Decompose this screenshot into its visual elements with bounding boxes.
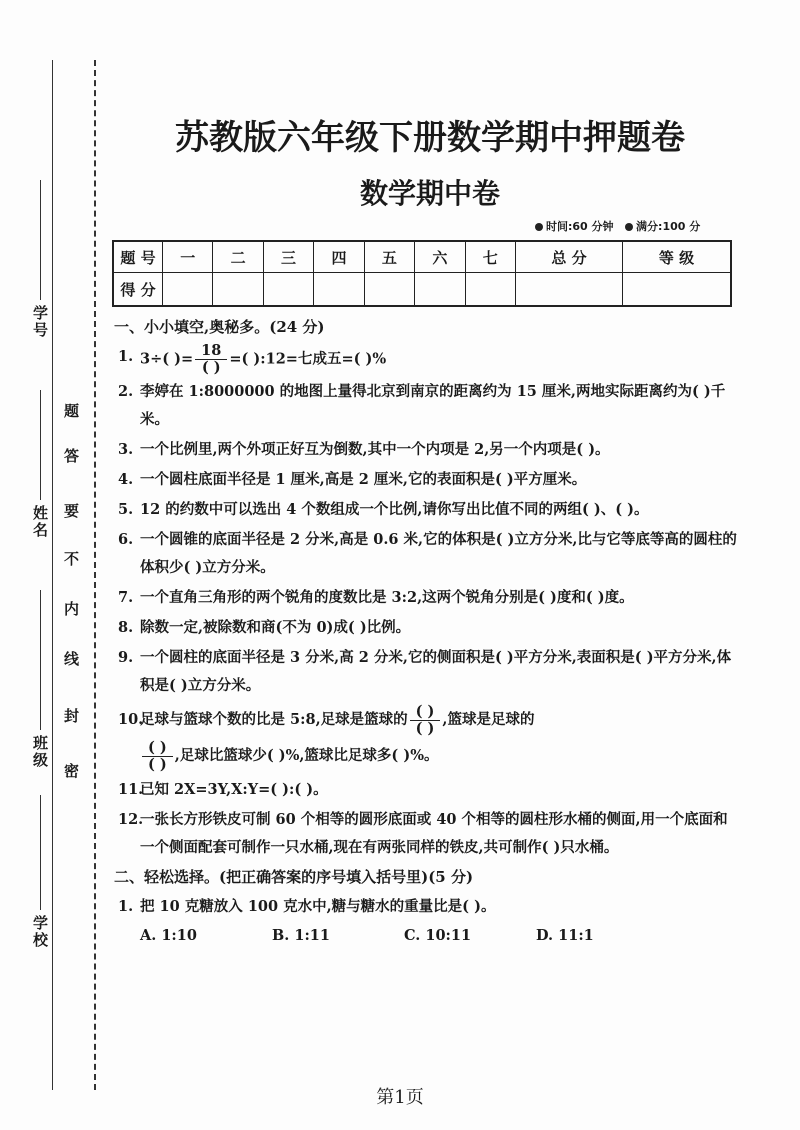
school-blank[interactable]: [40, 795, 41, 910]
question-item: [118, 806, 738, 862]
score-cell[interactable]: [465, 273, 515, 307]
class-blank[interactable]: [40, 590, 41, 730]
name-label: 姓名: [31, 505, 49, 539]
column-header: 六: [415, 241, 465, 273]
fraction-denominator: ( ): [415, 719, 435, 737]
question-text: 一个圆锥的底面半径是 2 分米,高是 0.6 米,它的体积是( )立方分米,比与它等底等高的圆柱的体积少( )立方分米。: [140, 531, 737, 576]
question-item: [118, 614, 738, 642]
student-id-blank[interactable]: [40, 180, 41, 300]
question-item: [118, 466, 738, 494]
exam-title: 苏教版六年级下册数学期中押题卷: [175, 118, 685, 158]
question-text: 12 的约数中可以选出 4 个数组成一个比例,请你写出比值不同的两组( )、( )。: [140, 501, 649, 518]
clock-icon: [535, 223, 543, 231]
column-header: 四: [314, 241, 364, 273]
seal-dashed-line: [94, 60, 96, 1090]
question-item: [118, 343, 738, 376]
question-text: 3÷( )=: [140, 350, 194, 368]
question-item: [118, 436, 738, 464]
school-label: 学校: [31, 915, 49, 949]
score-table-header-row: [113, 241, 731, 273]
fraction-denominator: ( ): [148, 755, 167, 773]
option-a[interactable]: A. 1:10: [140, 927, 197, 944]
question-text: 一个直角三角形的两个锐角的度数比是 3:2,这两个锐角分别是( )度和( )度。: [140, 589, 634, 606]
seal-char: 题: [64, 402, 80, 420]
question-number: 12.: [118, 811, 144, 828]
question-item: [118, 893, 738, 921]
score-cell[interactable]: [415, 273, 465, 307]
question-text: 足球与篮球个数的比是 5:8,足球是篮球的: [140, 711, 408, 728]
column-header: 一: [163, 241, 213, 273]
score-cell[interactable]: [622, 273, 731, 307]
seal-char: 封: [64, 707, 80, 725]
question-text: 一个圆柱的底面半径是 3 分米,高 2 分米,它的侧面积是( )平方分米,表面积是( )平方分米,体积是( )立方分米。: [140, 649, 732, 694]
fraction: [410, 704, 441, 737]
exam-subtitle: 数学期中卷: [359, 177, 500, 210]
score-cell[interactable]: [515, 273, 622, 307]
seal-char: 答: [64, 447, 80, 465]
question-text: 已知 2X=3Y,X:Y=( ):( )。: [140, 781, 328, 798]
fraction-numerator: ( ): [142, 740, 173, 757]
question-text: 李婷在 1:8000000 的地图上量得北京到南京的距离约为 15 厘米,两地实际距离约为( )千米。: [140, 383, 726, 428]
page-number: 第1页: [376, 1087, 424, 1108]
name-blank[interactable]: [40, 390, 41, 500]
question-item: [118, 644, 738, 700]
option-c[interactable]: C. 10:11: [404, 927, 472, 944]
question-number: 3.: [118, 441, 134, 458]
time-limit: 时间:60 分钟: [546, 220, 614, 233]
student-id-label: 学号: [31, 305, 49, 339]
score-cell[interactable]: [314, 273, 364, 307]
seal-char: 线: [64, 650, 80, 668]
score-table-score-row: [113, 273, 731, 307]
question-item: [118, 584, 738, 612]
seal-char: 不: [64, 550, 80, 568]
question-text: 把 10 克糖放入 100 克水中,糖与糖水的重量比是( )。: [140, 898, 496, 915]
question-number: 7.: [118, 589, 134, 606]
fraction-denominator: ( ): [201, 359, 221, 376]
column-header: 五: [364, 241, 414, 273]
question-number: 1.: [118, 348, 134, 365]
option-d[interactable]: D. 11:1: [536, 927, 594, 944]
question-number: 5.: [118, 501, 134, 518]
question-number: 6.: [118, 531, 134, 548]
seal-char: 密: [64, 762, 80, 780]
margin-border-line: [52, 60, 53, 1090]
score-table: [112, 240, 732, 307]
question-text: ,足球比篮球少( )%,篮球比足球多( )%。: [174, 747, 439, 764]
fraction: [195, 343, 227, 376]
section-heading: 一、小小填空,奥秘多。(24 分): [114, 318, 325, 336]
column-header: 总 分: [515, 241, 622, 273]
exam-meta: [535, 218, 708, 234]
question-text: 一个圆柱底面半径是 1 厘米,高是 2 厘米,它的表面积是( )平方厘米。: [140, 471, 587, 488]
question-text: 一张长方形铁皮可制 60 个相等的圆形底面或 40 个相等的圆柱形水桶的侧面,用一个底面和一个侧面配套可制作一只水桶,现在有两张同样的铁皮,共可制作( )只水桶。: [140, 811, 728, 856]
question-number: 9.: [118, 649, 134, 666]
column-header: 七: [465, 241, 515, 273]
answer-options: [118, 923, 738, 949]
question-number: 4.: [118, 471, 134, 488]
score-cell[interactable]: [364, 273, 414, 307]
question-item: [118, 378, 738, 434]
option-b[interactable]: B. 1:11: [272, 927, 330, 944]
question-text: 除数一定,被除数和商(不为 0)成( )比例。: [140, 619, 411, 636]
question-item: [118, 526, 738, 582]
question-text: ,篮球是足球的: [442, 711, 535, 728]
question-number: 10.: [118, 711, 144, 728]
full-score: 满分:100 分: [636, 220, 701, 233]
question-number: 2.: [118, 383, 134, 400]
score-cell[interactable]: [163, 273, 213, 307]
row-header: 题 号: [113, 241, 163, 273]
question-number: 1.: [118, 898, 134, 915]
row-header: 得 分: [113, 273, 163, 307]
exam-content: [114, 312, 738, 949]
question-item: [118, 702, 738, 774]
question-number: 11.: [118, 781, 144, 798]
check-icon: [625, 223, 633, 231]
question-item: [118, 776, 738, 804]
section-heading: 二、轻松选择。(把正确答案的序号填入括号里)(5 分): [114, 868, 474, 886]
column-header: 二: [213, 241, 263, 273]
column-header: 等 级: [622, 241, 731, 273]
class-label: 班级: [31, 735, 49, 769]
fraction-numerator: 18: [195, 343, 227, 360]
seal-char: 内: [64, 600, 80, 618]
column-header: 三: [263, 241, 313, 273]
score-cell[interactable]: [213, 273, 263, 307]
question-text: =( ):12=七成五=( )%: [229, 350, 387, 368]
fraction-numerator: ( ): [410, 704, 441, 721]
fraction: [142, 740, 173, 773]
question-text: 一个比例里,两个外项正好互为倒数,其中一个内项是 2,另一个内项是( )。: [140, 441, 610, 458]
seal-char: 要: [64, 502, 80, 520]
question-item: [118, 496, 738, 524]
score-cell[interactable]: [263, 273, 313, 307]
question-number: 8.: [118, 619, 134, 636]
